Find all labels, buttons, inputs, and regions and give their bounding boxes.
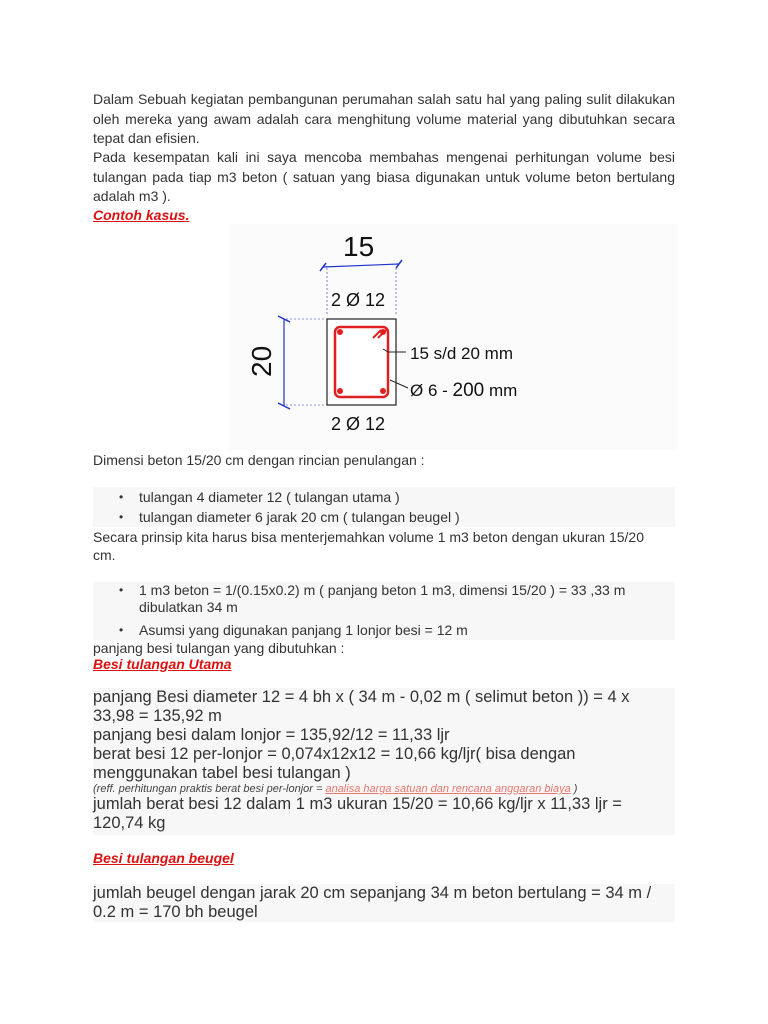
intro-paragraph-1: Dalam Sebuah kegiatan pembangunan perumahan salah satu hal yang paling sulit dilakukan oleh mereka yang awam adalah cara menghitung volume material yang dibutuhkan secara tepat dan efisien. [93,91,675,146]
main-rebar-heading [93,656,675,674]
beugel-calculation: jumlah beugel dengan jarak 20 cm sepanjang 34 m beton bertulang = 34 m / 0.2 m = 170 bh beugel [93,884,675,922]
bottom-bars-label: 2 Ø 12 [331,414,386,434]
principle-text: Secara prinsip kita harus bisa menterjemahkan volume 1 m3 beton dengan ukuran 15/20 cm. [93,529,644,563]
bullet-icon: • [119,623,124,637]
main-rebar-calculation [93,688,675,835]
calc-line-3: berat besi 12 per-lonjor = 0,074x12x12 = 10,66 kg/ljr( bisa dengan menggunakan tabel besi tulangan ) [93,745,576,782]
reference-note [93,783,675,795]
rebar-top-right [380,329,386,335]
dimension-text: Dimensi beton 15/20 cm dengan rincian penulangan : [93,452,425,468]
top-bars-label: 2 Ø 12 [331,290,386,310]
list-item-text: tulangan diameter 6 jarak 20 cm ( tulangan beugel ) [139,509,460,525]
calc-line-1: panjang Besi diameter 12 = 4 bh x ( 34 m - 0,02 m ( selimut beton )) = 4 x 33,98 = 135,92 m [93,688,630,725]
reference-suffix: ) [570,783,578,795]
list-item-text: tulangan 4 diameter 12 ( tulangan utama ) [139,489,400,505]
main-rebar-heading-text: Besi tulangan Utama [93,656,232,672]
calc-line-2: panjang besi dalam lonjor = 135,92/12 = 11,33 ljr [93,726,450,744]
height-dimension-label: 20 [246,345,277,377]
calc-line-4: jumlah berat besi 12 dalam 1 m3 ukuran 15/20 = 10,66 kg/ljr x 11,33 ljr = 120,74 kg [93,795,622,832]
bullet-icon: • [119,490,124,504]
length-needed-text: panjang besi tulangan yang dibutuhkan : [93,640,345,656]
case-heading-text: Contoh kasus. [93,207,190,223]
beugel-heading-text: Besi tulangan beugel [93,850,234,866]
assumption-list [93,582,675,640]
intro-paragraph-2: Pada kesempatan kali ini saya mencoba membahas mengenai perhitungan volume besi tulangan pada tiap m3 beton ( satuan yang biasa digunakan untuk volume beton bertulang adalah m3 ). [93,149,675,204]
rebar-bottom-left [337,388,343,394]
rebar-bottom-right [380,388,386,394]
rebar-top-left [337,329,343,335]
cover-label: 15 s/d 20 mm [410,344,513,363]
bullet-icon: • [119,583,124,597]
width-dimension-line [323,264,399,267]
bullet-icon: • [119,510,124,524]
list-item-text: 1 m3 beton = 1/(0.15x0.2) m ( panjang beton 1 m3, dimensi 15/20 ) = 33 ,33 m dibulatkan 34 m [139,582,626,615]
width-dimension-label: 15 [343,231,375,262]
list-item-text: Asumsi yang digunakan panjang 1 lonjor besi = 12 m [139,622,468,638]
list-item [93,487,675,507]
reference-link[interactable]: analisa harga satuan dan rencana anggaran biaya [325,783,571,795]
list-item [93,582,675,616]
reinforcement-list [93,487,675,527]
list-item [93,620,675,640]
list-item [93,507,675,527]
case-heading [93,207,675,225]
beam-section-figure [230,224,678,450]
beugel-heading [93,850,675,868]
beam-section-diagram [230,224,678,450]
stirrup-label: Ø 6 - 200 mm [410,380,518,401]
reference-prefix: (reff. perhitungan praktis berat besi per-lonjor = [93,783,326,795]
